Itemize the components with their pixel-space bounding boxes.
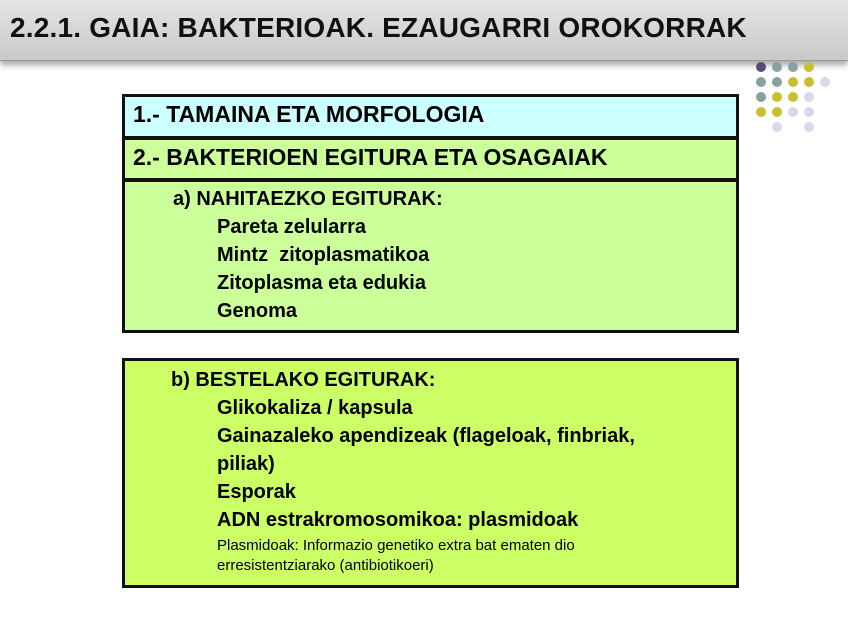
section-2-box bbox=[122, 137, 739, 181]
decor-dot bbox=[820, 77, 830, 87]
group-a-box bbox=[122, 179, 739, 333]
decor-dot bbox=[804, 122, 814, 132]
group-b-item: piliak) bbox=[217, 453, 275, 475]
decor-dot bbox=[804, 77, 814, 87]
group-a-item: Genoma bbox=[217, 300, 298, 322]
group-b-item: Glikokaliza / kapsula bbox=[217, 397, 413, 419]
group-b-item: Esporak bbox=[217, 481, 296, 503]
decor-dot bbox=[756, 92, 766, 102]
group-b-box bbox=[122, 358, 739, 588]
decor-dot bbox=[788, 92, 798, 102]
section-1-box bbox=[122, 94, 739, 139]
plasmid-note-line-1: Plasmidoak: Informazio genetiko extra bat ematen dio bbox=[217, 537, 575, 554]
decor-dot bbox=[772, 107, 782, 117]
group-a-item: Mintz zitoplasmatikoa bbox=[217, 244, 430, 266]
page-title: 2.2.1. GAIA: BAKTERIOAK. EZAUGARRI OROKORRAK bbox=[10, 12, 747, 43]
group-a-heading: a) NAHITAEZKO EGITURAK: bbox=[173, 188, 443, 210]
decor-dot bbox=[804, 107, 814, 117]
group-a-item: Zitoplasma eta edukia bbox=[217, 272, 426, 294]
decor-dot bbox=[756, 77, 766, 87]
decor-dot bbox=[772, 77, 782, 87]
decor-dot bbox=[788, 107, 798, 117]
group-a-item: Pareta zelularra bbox=[217, 216, 366, 238]
group-b-item: ADN estrakromosomikoa: plasmidoak bbox=[217, 509, 579, 531]
decor-dot bbox=[756, 107, 766, 117]
section-1-title: 1.- TAMAINA ETA MORFOLOGIA bbox=[133, 101, 485, 127]
decor-dot bbox=[772, 122, 782, 132]
decor-dot bbox=[804, 62, 814, 72]
decor-dot bbox=[772, 92, 782, 102]
decor-dot bbox=[772, 62, 782, 72]
decor-dot bbox=[788, 62, 798, 72]
decor-dot bbox=[756, 62, 766, 72]
section-2-title: 2.- BAKTERIOEN EGITURA ETA OSAGAIAK bbox=[133, 144, 608, 170]
group-b-heading: b) BESTELAKO EGITURAK: bbox=[171, 369, 436, 391]
group-b-item: Gainazaleko apendizeak (flageloak, finbriak, bbox=[217, 425, 635, 447]
decor-dot bbox=[804, 92, 814, 102]
decor-dot bbox=[788, 77, 798, 87]
title-bar bbox=[0, 0, 848, 61]
decorative-dot-grid bbox=[752, 60, 832, 140]
plasmid-note-line-2: erresistentziarako (antibiotikoeri) bbox=[217, 557, 434, 574]
